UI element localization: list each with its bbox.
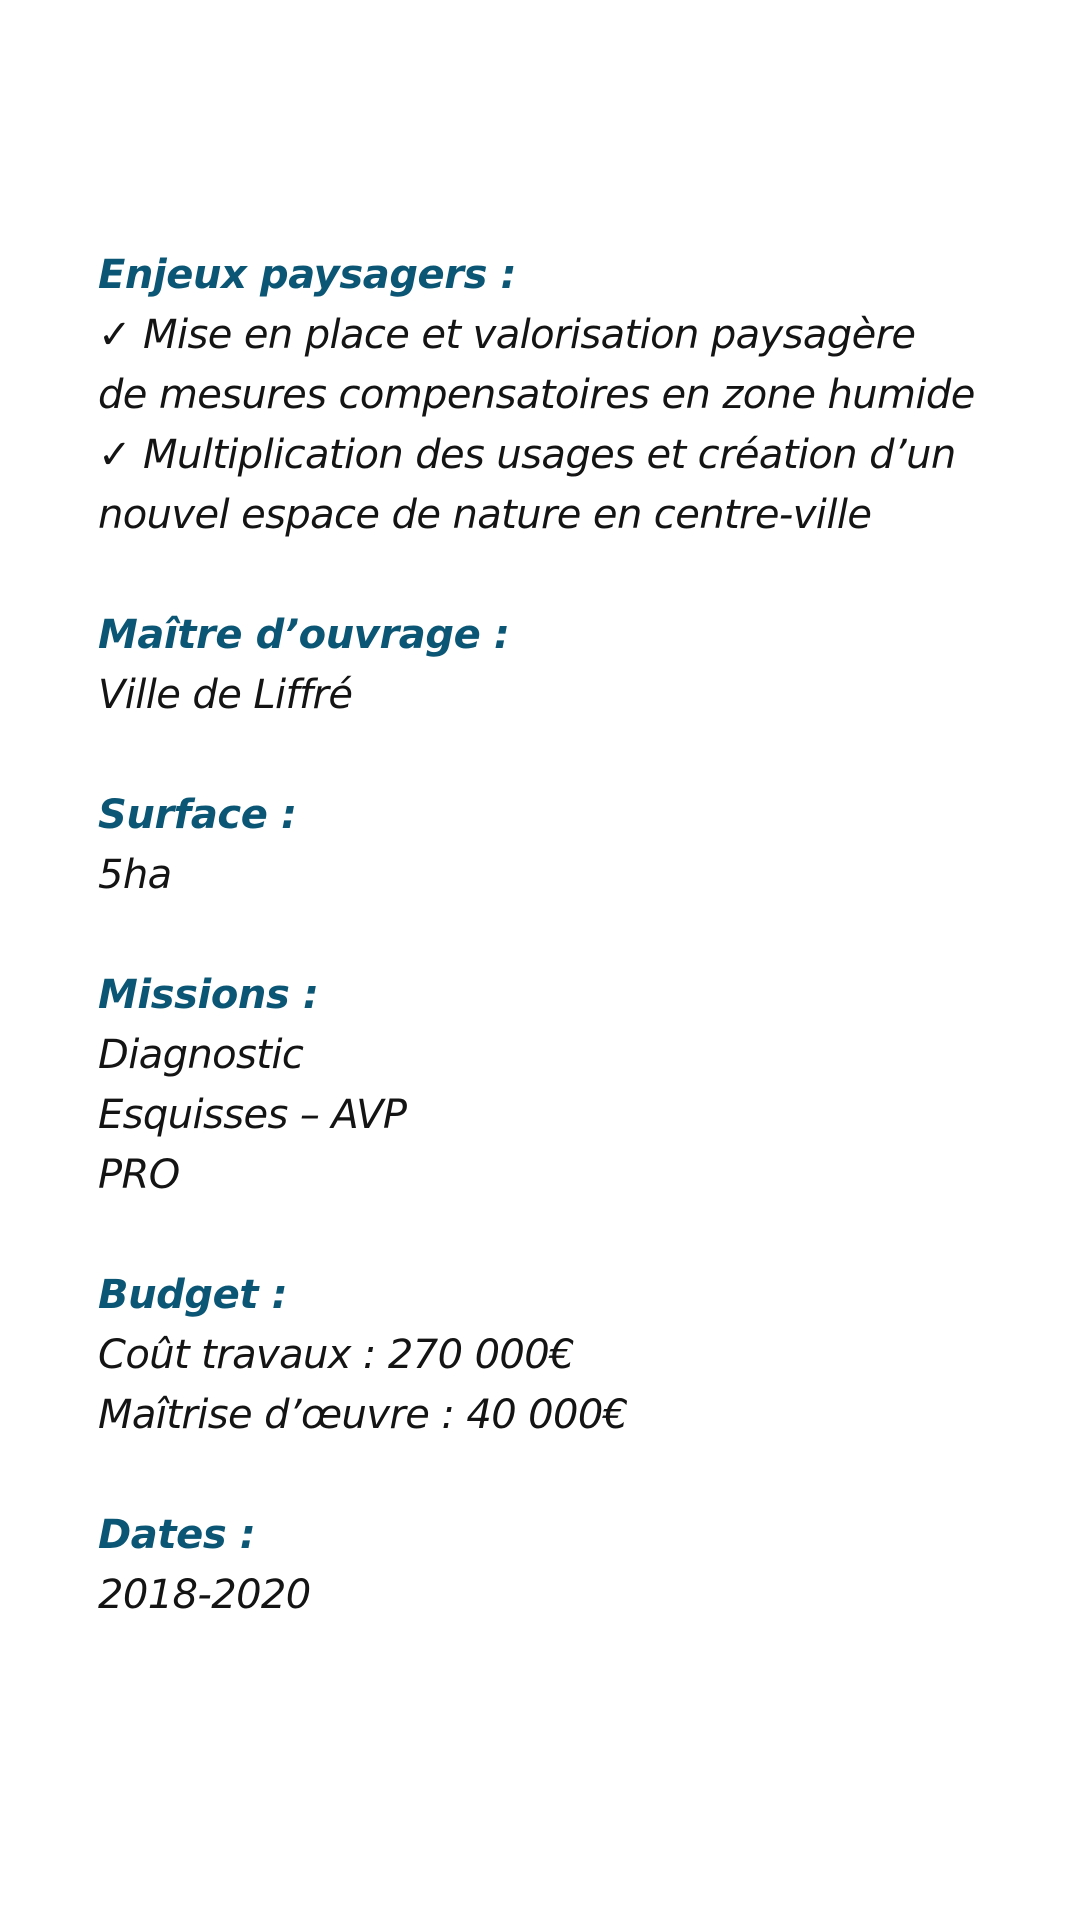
budget-heading: Budget : (98, 1272, 288, 1318)
surface-value: 5ha (98, 852, 172, 898)
project-info (98, 245, 1058, 1685)
enjeux-heading: Enjeux paysagers : (98, 252, 517, 298)
budget-maitrise-oeuvre: Maîtrise d’œuvre : 40 000€ (98, 1392, 628, 1438)
enjeux-line: de mesures compensatoires en zone humide (98, 372, 975, 418)
enjeux-line: nouvel espace de nature en centre-ville (98, 492, 872, 538)
maitre-ouvrage-value: Ville de Liffré (98, 672, 353, 718)
maitre-ouvrage-heading: Maître d’ouvrage : (98, 612, 510, 658)
enjeux-line: ✓ Mise en place et valorisation paysagère (98, 312, 916, 358)
section-maitre-ouvrage (98, 605, 1058, 725)
section-enjeux-paysagers (98, 245, 1058, 545)
section-surface (98, 785, 1058, 905)
budget-travaux: Coût travaux : 270 000€ (98, 1332, 574, 1378)
section-dates (98, 1505, 1058, 1625)
missions-item: Esquisses – AVP (98, 1092, 407, 1138)
dates-value: 2018-2020 (98, 1572, 311, 1618)
enjeux-line: ✓ Multiplication des usages et création d’un (98, 432, 956, 478)
section-budget (98, 1265, 1058, 1445)
section-missions (98, 965, 1058, 1205)
missions-heading: Missions : (98, 972, 319, 1018)
dates-heading: Dates : (98, 1512, 256, 1558)
missions-item: Diagnostic (98, 1032, 304, 1078)
surface-heading: Surface : (98, 792, 297, 838)
missions-item: PRO (98, 1152, 180, 1198)
